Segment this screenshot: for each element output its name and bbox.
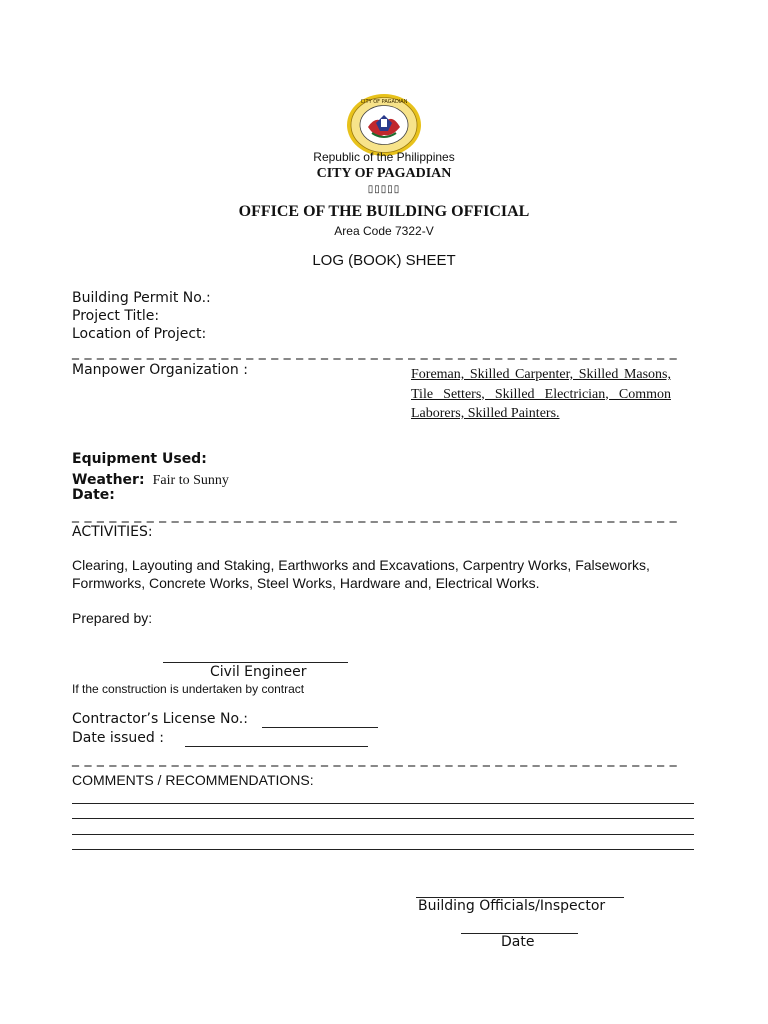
contractor-license-line — [262, 727, 378, 728]
civil-engineer-signature-line — [163, 662, 348, 663]
comment-line-1 — [72, 803, 694, 804]
date-issued-line — [185, 746, 368, 747]
weather-value: Fair to Sunny — [152, 473, 229, 488]
civil-engineer-label: Civil Engineer — [210, 664, 307, 680]
project-title-label: Project Title: — [72, 308, 160, 324]
building-permit-label: Building Permit No.: — [72, 290, 211, 306]
location-label: Location of Project: — [72, 326, 207, 342]
weather-row — [72, 469, 229, 489]
separator-1: _ _ _ _ _ _ _ _ _ _ _ _ _ _ _ _ _ _ _ _ _ _ _ _ _ _ _ _ _ _ _ _ _ _ _ _ _ _ _ _ _ _ _ _ _ _ _ _ _ — [72, 344, 678, 360]
date-issued-label: Date issued : — [72, 730, 164, 746]
comment-line-2 — [72, 818, 694, 819]
glyph-line: ▯▯▯▯▯ — [367, 184, 401, 195]
comment-line-4 — [72, 849, 694, 850]
activities-label: ACTIVITIES: — [72, 524, 153, 540]
building-official-label: Building Officials/Inspector — [418, 898, 606, 914]
date-label: Date: — [72, 487, 115, 503]
manpower-label: Manpower Organization : — [72, 362, 248, 378]
prepared-by-label: Prepared by: — [72, 610, 153, 626]
manpower-value: Foreman, Skilled Carpenter, Skilled Masons, Tile Setters, Skilled Electrician, Common Laborers, Skilled Painters. — [411, 367, 671, 421]
area-code: Area Code 7322-V — [334, 224, 434, 238]
contractor-license-label: Contractor’s License No.: — [72, 711, 248, 727]
city-seal-logo — [346, 93, 422, 157]
signature-date-label: Date — [501, 934, 535, 950]
comment-line-3 — [72, 834, 694, 835]
city-name: CITY OF PAGADIAN — [316, 166, 452, 181]
separator-2: _ _ _ _ _ _ _ _ _ _ _ _ _ _ _ _ _ _ _ _ _ _ _ _ _ _ _ _ _ _ _ _ _ _ _ _ _ _ _ _ _ _ _ _ _ _ _ _ _ — [72, 507, 678, 523]
sheet-title: LOG (BOOK) SHEET — [312, 252, 456, 269]
svg-text:CITY OF PAGADIAN: CITY OF PAGADIAN — [360, 99, 408, 105]
equipment-label: Equipment Used: — [72, 451, 207, 467]
weather-label: Weather: — [72, 472, 145, 488]
comments-label: COMMENTS / RECOMMENDATIONS: — [72, 772, 314, 788]
activities-line-2: Formworks, Concrete Works, Steel Works, Hardware and, Electrical Works. — [72, 575, 540, 591]
office-title: OFFICE OF THE BUILDING OFFICIAL — [238, 203, 530, 220]
separator-3: _ _ _ _ _ _ _ _ _ _ _ _ _ _ _ _ _ _ _ _ _ _ _ _ _ _ _ _ _ _ _ _ _ _ _ _ _ _ _ _ _ _ _ _ _ _ _ _ _ — [72, 751, 678, 767]
activities-line-1: Clearing, Layouting and Staking, Earthworks and Excavations, Carpentry Works, Falseworks, — [72, 557, 650, 573]
republic-text: Republic of the Philippines — [313, 150, 455, 164]
contract-note: If the construction is undertaken by contract — [72, 682, 305, 696]
